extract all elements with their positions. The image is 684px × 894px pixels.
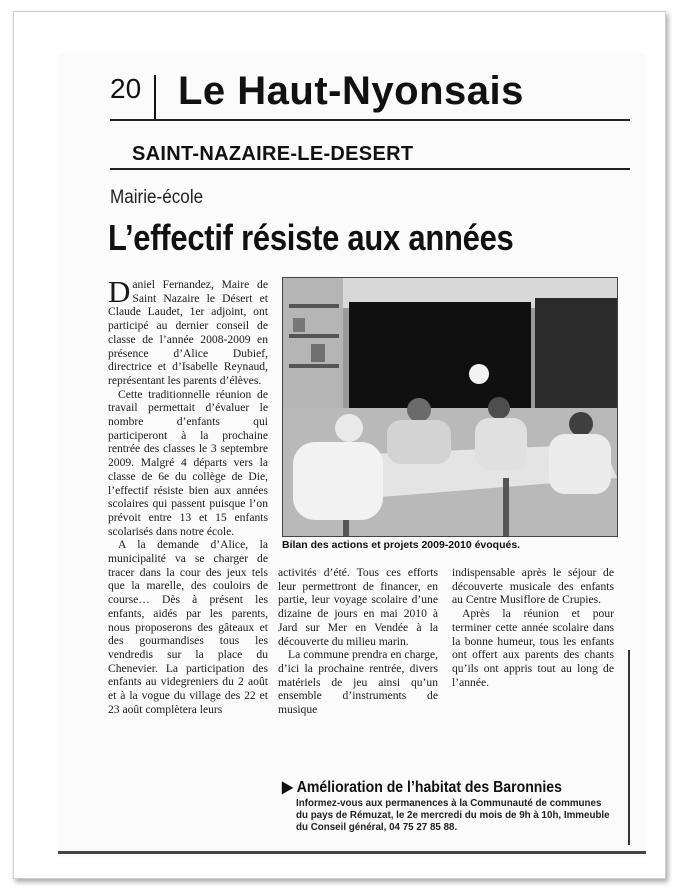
article-photo (282, 277, 618, 537)
article-paragraph: indispensable après le séjour de découverte musicale des enfants au Centre Musiflore de Crupies. (452, 566, 614, 607)
header-rule (110, 119, 630, 121)
article-paragraph: Après la réunion et pour terminer cette année scolaire dans la bonne humeur, tous les enfants ont offert aux parents des chants qu’ils ont appris tout au long de l’année. (452, 607, 614, 689)
article-column-1 (108, 274, 268, 717)
article-paragraph: La commune prendra en charge, d’ici la prochaine rentrée, divers matériels de jeu ainsi qu’un ensemble d’instruments de musique (278, 648, 438, 717)
header-divider (154, 75, 156, 119)
article-kicker: Mairie-école (110, 187, 204, 208)
newspaper-clipping (58, 53, 646, 857)
article-paragraph: Cette traditionnelle réunion de travail permettait d’évaluer le nombre d’enfants qui participeront à la prochaine rentrée des classes le 3 septembre 2009. Malgré 4 départs vers la classe de 6e du collège de Die, l’effectif résiste bien aux années scolaires qui passent puisque l’on prévoit entre 13 et 15 enfants scolarisés dans notre école. (108, 387, 268, 538)
section-title: SAINT-NAZAIRE-LE-DESERT (132, 143, 414, 165)
article-column-2 (278, 566, 438, 717)
photo-illustration (283, 278, 617, 536)
article-paragraph: Daniel Fernandez, Maire de Saint Nazaire le Désert et Claude Laudet, 1er adjoint, ont participé au dernier conseil de classe de l’année 2008-2009 en présence d’Alice Dubief, directrice et d’Isabelle Reynaud, représentant les parents d’élèves. (108, 274, 268, 387)
page-number: 20 (110, 73, 142, 104)
bottom-rule (58, 851, 646, 854)
section-rule (110, 168, 630, 170)
infobox-title: ▶ Amélioration de l’habitat des Baronnies (282, 779, 562, 796)
triangle-bullet-icon: ▶ (282, 779, 297, 796)
drop-cap: D (108, 274, 131, 309)
newspaper-title: Le Haut-Nyonsais (178, 69, 524, 113)
page-frame (13, 11, 666, 879)
article-paragraph: A la demande d’Alice, la municipalité va se charger de tracer dans la cour des jeux tels que la marelle, des couloirs de course… Dès à présent les enfants, aidés par les parents, nous proposerons des gâteaux et des gourmandises tous les vendredis sur la place du Chenevier. La participation des enfants au videgreniers du 2 août et à la vogue du village des 22 et 23 août complètera leurs (108, 538, 268, 716)
infobox-text: Informez-vous aux permanences à la Communauté de communes du pays de Rémuzat, le 2e mercredi du mois de 9h à 10h, Immeuble du Conseil général, 04 75 27 85 88. (296, 798, 610, 833)
article-headline: L’effectif résiste aux années (108, 217, 514, 258)
article-paragraph: activités d’été. Tous ces efforts leur permettront de financer, en partie, leur voyage scolaire d’une dizaine de jours en mai 2010 à Jard sur Mer en Vendée à la découverte du milieu marin. (278, 566, 438, 648)
photo-caption: Bilan des actions et projets 2009-2010 évoqués. (282, 539, 521, 551)
article-column-3 (452, 566, 614, 689)
column-border (628, 650, 630, 845)
